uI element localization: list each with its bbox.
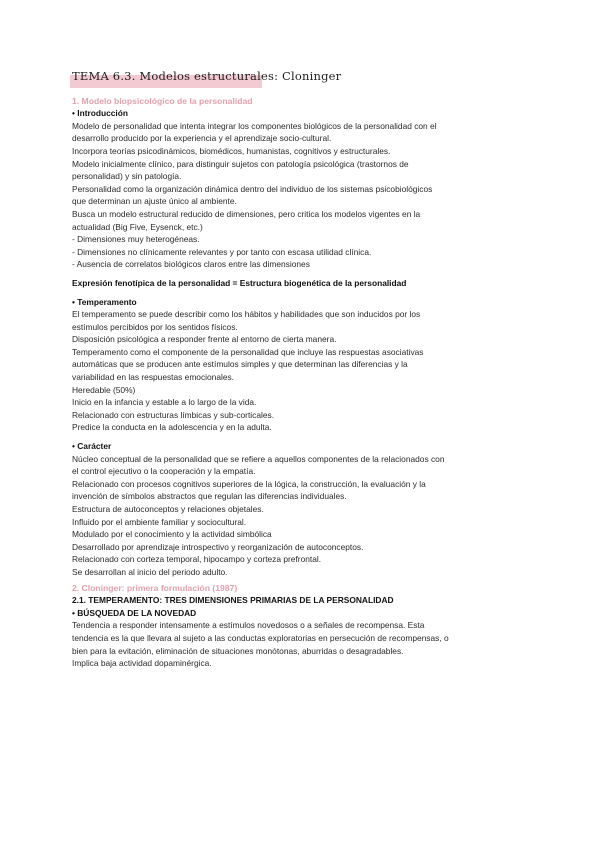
intro-line: Incorpora teorías psicodinámicos, biomédicos, humanistas, cognitivos y estructurales. xyxy=(72,145,391,156)
caracter-line: Relacionado con corteza temporal, hipocampo y corteza prefrontal. xyxy=(72,554,322,565)
temperamento-paragraph xyxy=(72,308,532,434)
document-page xyxy=(72,70,532,670)
temperamento-heading: • Temperamento xyxy=(72,296,137,307)
title-text: TEMA 6.3. Modelos estructurales: Cloninger xyxy=(72,69,342,83)
novedad-paragraph xyxy=(72,619,532,669)
temperamento-line: Predice la conducta en la adolescencia y en la adulta. xyxy=(72,422,272,433)
intro-line: desarrollo producido por la experiencia y el aprendizaje socio-cultural. xyxy=(72,133,332,144)
caracter-line: Modulado por el conocimiento y la actividad simbólica xyxy=(72,529,272,540)
section-2-1-heading: 2.1. TEMPERAMENTO: TRES DIMENSIONES PRIMARIAS DE LA PERSONALIDAD xyxy=(72,595,394,606)
caracter-line: el control ejecutivo o la cooperación y la empatía. xyxy=(72,466,256,477)
novedad-line: tendencia es la que llevara al sujeto a las conductas exploratorias en persecución de recompensas, o xyxy=(72,632,449,643)
intro-paragraph xyxy=(72,120,532,271)
intro-line: personalidad) y sin patología. xyxy=(72,171,182,182)
novedad-heading: • BÚSQUEDA DE LA NOVEDAD xyxy=(72,607,197,618)
intro-heading: • Introducción xyxy=(72,108,128,119)
intro-line: Busca un modelo estructural reducido de dimensiones, pero critica los modelos vigentes en la xyxy=(72,208,421,219)
caracter-line: Se desarrollan al inicio del periodo adulto. xyxy=(72,566,228,577)
temperamento-line: estímulos percibidos por los sentidos físicos. xyxy=(72,321,238,332)
caracter-line: Relacionado con procesos cognitivos superiores de la lógica, la construcción, la evaluación y la xyxy=(72,478,426,489)
expression-heading: Expresión fenotípica de la personalidad = Estructura biogenética de la personalidad xyxy=(72,277,407,288)
intro-line: - Ausencia de correlatos biológicos claros entre las dimensiones xyxy=(72,259,310,270)
intro-line: actualidad (Big Five, Eysenck, etc.) xyxy=(72,221,203,232)
intro-line: Personalidad como la organización dinámica dentro del individuo de los sistemas psicobiológicos xyxy=(72,183,433,194)
caracter-paragraph xyxy=(72,453,532,579)
caracter-line: Desarrollado por aprendizaje introspectivo y reorganización de autoconceptos. xyxy=(72,541,364,552)
intro-line: Modelo de personalidad que intenta integrar los componentes biológicos de la personalidad con el xyxy=(72,120,437,131)
temperamento-line: Disposición psicológica a responder frente al entorno de cierta manera. xyxy=(72,334,337,345)
section-2-heading: 2. Cloninger: primera formulación (1987) xyxy=(72,582,238,593)
caracter-heading: • Carácter xyxy=(72,441,112,452)
intro-line: - Dimensiones no clínicamente relevantes y por tanto con escasa utilidad clínica. xyxy=(72,246,372,257)
temperamento-line: Relacionado con estructuras límbicas y sub-corticales. xyxy=(72,409,275,420)
section-1-heading: 1. Modelo biopsicológico de la personalidad xyxy=(72,95,253,106)
temperamento-line: variabilidad en las respuestas emocionales. xyxy=(72,372,235,383)
temperamento-line: Inicio en la infancia y estable a lo largo de la vida. xyxy=(72,397,257,408)
intro-line: - Dimensiones muy heterogéneas. xyxy=(72,234,200,245)
intro-line: Modelo inicialmente clínico, para distinguir sujetos con patología psicológica (trastornos de xyxy=(72,158,409,169)
document-title xyxy=(72,70,341,83)
novedad-line: Tendencia a responder intensamente a estímulos novedosos o a señales de recompensa. Esta xyxy=(72,620,425,631)
caracter-line: Estructura de autoconceptos y relaciones objetales. xyxy=(72,504,264,514)
temperamento-line: El temperamento se puede describir como los hábitos y habilidades que son inducidos por los xyxy=(72,309,421,320)
intro-line: que determinan un ajuste único al ambiente. xyxy=(72,196,237,207)
temperamento-line: automáticas que se producen ante estímulos simples y que determinan las diferencias y la xyxy=(72,359,408,370)
temperamento-line: Heredable (50%) xyxy=(72,384,136,395)
novedad-line: bien para la evitación, eliminación de situaciones monótonas, aburridas o desagradables. xyxy=(72,645,404,656)
novedad-line: Implica baja actividad dopaminérgica. xyxy=(72,658,212,669)
caracter-line: Influido por el ambiente familiar y sociocultural. xyxy=(72,516,247,527)
caracter-line: invención de símbolos abstractos que regulan las diferencias individuales. xyxy=(72,491,347,502)
caracter-line: Núcleo conceptual de la personalidad que se refiere a aquellos componentes de la relacionados con xyxy=(72,453,445,464)
temperamento-line: Temperamento como el componente de la personalidad que incluye las respuestas asociativas xyxy=(72,346,424,357)
